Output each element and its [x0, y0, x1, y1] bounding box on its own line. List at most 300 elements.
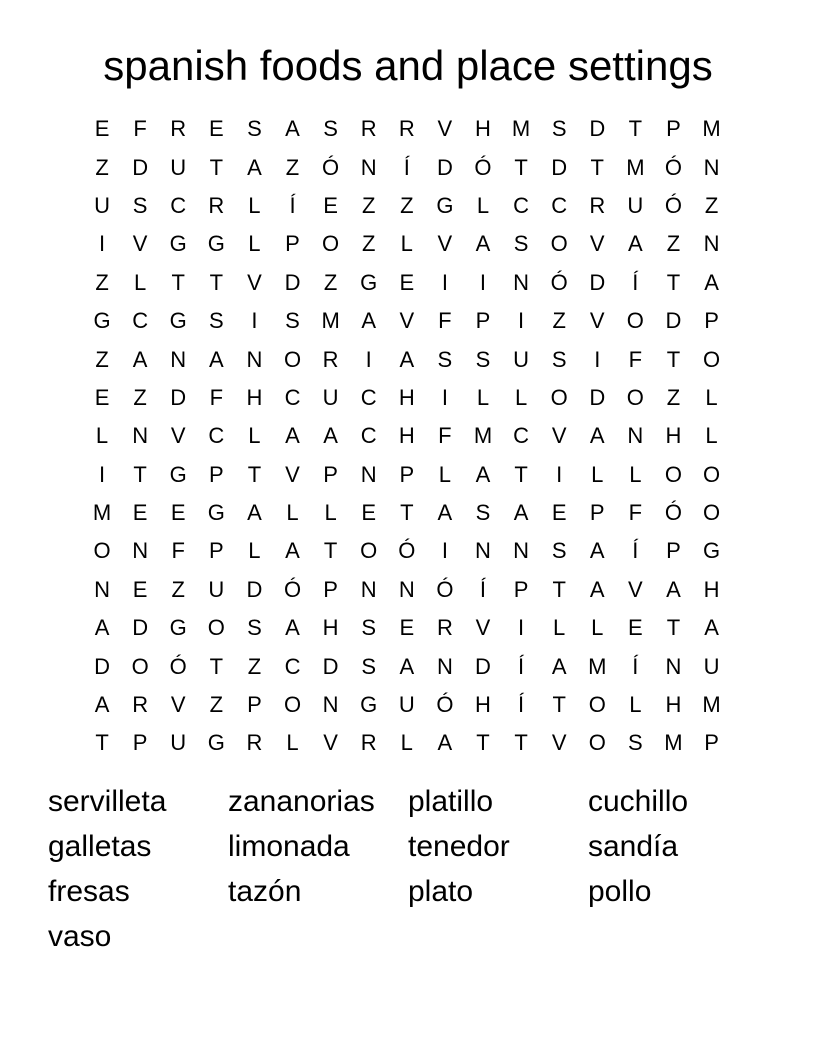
grid-letter: Z	[704, 192, 719, 218]
grid-letter: S	[361, 615, 377, 641]
grid-letter: T	[590, 154, 604, 180]
grid-letter: A	[704, 615, 719, 641]
grid-letter: G	[207, 730, 225, 756]
grid-letter: F	[438, 423, 452, 449]
grid-letter: I	[556, 461, 563, 487]
grid-row	[83, 340, 731, 378]
grid-letter: L	[248, 192, 261, 218]
grid-letter: R	[170, 116, 187, 142]
grid-letter: A	[475, 231, 491, 257]
grid-letter: G	[207, 500, 225, 526]
grid-letter: V	[551, 730, 567, 756]
grid-letter: N	[132, 423, 149, 449]
grid-letter: V	[628, 576, 643, 602]
grid-letter: D	[589, 116, 606, 142]
grid-letter: N	[132, 538, 149, 564]
grid-letter: L	[591, 615, 604, 641]
grid-letter: L	[629, 692, 642, 718]
grid-letter: A	[285, 538, 300, 564]
grid-letter: V	[170, 423, 186, 449]
grid-letter: E	[323, 192, 338, 218]
grid-letter: S	[132, 192, 148, 218]
grid-letter: N	[513, 538, 530, 564]
grid-letter: L	[324, 500, 337, 526]
grid-letter: L	[514, 384, 528, 410]
grid-letter: R	[398, 116, 415, 142]
grid-letter: U	[208, 576, 225, 602]
grid-letter: Z	[361, 231, 376, 257]
grid-letter: M	[92, 500, 112, 526]
grid-letter: A	[628, 231, 643, 257]
grid-letter: T	[666, 269, 681, 295]
grid-letter: G	[169, 308, 187, 334]
grid-letter: Í	[632, 538, 639, 564]
grid-letter: D	[436, 154, 453, 180]
grid-letter: G	[207, 231, 225, 257]
grid-letter: T	[476, 730, 490, 756]
grid-letter: Í	[403, 154, 410, 180]
grid-letter: S	[551, 538, 567, 564]
grid-letter: N	[360, 154, 377, 180]
grid-letter: N	[170, 346, 187, 372]
grid-letter: E	[399, 269, 415, 295]
grid-letter: D	[132, 615, 149, 641]
grid-letter: C	[208, 423, 225, 449]
grid-letter: V	[475, 615, 491, 641]
grid-row	[83, 532, 731, 570]
grid-letter: R	[322, 346, 339, 372]
grid-letter: U	[398, 692, 415, 718]
grid-letter: T	[552, 692, 566, 718]
grid-letter: H	[475, 692, 491, 718]
grid-letter: Ó	[664, 154, 683, 180]
grid-letter: A	[94, 692, 110, 718]
grid-letter: P	[399, 461, 415, 487]
grid-row	[83, 571, 731, 609]
grid-letter: S	[247, 116, 262, 142]
grid-letter: E	[551, 500, 567, 526]
grid-letter: Ó	[664, 500, 683, 526]
grid-letter: A	[399, 346, 415, 372]
grid-letter: Ó	[322, 154, 340, 180]
grid-letter: T	[514, 154, 528, 180]
grid-letter: P	[589, 500, 605, 526]
grid-letter: D	[551, 154, 568, 180]
grid-letter: U	[94, 192, 110, 218]
grid-letter: L	[629, 461, 642, 487]
grid-letter: M	[473, 423, 493, 449]
grid-letter: M	[588, 653, 607, 679]
grid-letter: L	[591, 461, 604, 487]
grid-letter: L	[248, 423, 261, 449]
grid-letter: R	[589, 192, 606, 218]
grid-letter: F	[171, 538, 185, 564]
grid-letter: L	[248, 231, 261, 257]
grid-letter: D	[246, 576, 263, 602]
grid-row	[83, 647, 731, 685]
grid-letter: S	[437, 346, 453, 372]
grid-letter: L	[553, 615, 566, 641]
grid-letter: O	[131, 653, 149, 679]
grid-letter: T	[514, 461, 528, 487]
grid-letter: O	[664, 461, 683, 487]
grid-letter: E	[170, 500, 186, 526]
grid-letter: I	[479, 269, 487, 295]
grid-letter: P	[666, 538, 681, 564]
grid-letter: A	[361, 308, 377, 334]
grid-letter: S	[628, 730, 643, 756]
grid-letter: O	[360, 538, 378, 564]
grid-letter: N	[322, 692, 339, 718]
grid-letter: S	[285, 308, 300, 334]
grid-letter: N	[627, 423, 644, 449]
word-search-grid	[83, 110, 731, 763]
grid-row	[83, 187, 731, 225]
grid-letter: F	[628, 346, 643, 372]
grid-letter: E	[94, 384, 110, 410]
grid-letter: C	[284, 653, 301, 679]
grid-letter: F	[628, 500, 643, 526]
grid-letter: O	[588, 692, 606, 718]
grid-letter: P	[323, 576, 338, 602]
grid-letter: P	[247, 692, 262, 718]
grid-letter: V	[399, 308, 415, 334]
grid-letter: F	[209, 384, 224, 410]
grid-letter: V	[132, 231, 148, 257]
grid-row	[83, 148, 731, 186]
grid-letter: Z	[285, 154, 300, 180]
grid-letter: P	[513, 576, 529, 602]
word-list-item: sandía	[588, 830, 679, 863]
grid-letter: C	[513, 192, 530, 218]
grid-letter: E	[628, 615, 643, 641]
grid-row	[83, 302, 731, 340]
grid-letter: O	[207, 615, 225, 641]
grid-letter: I	[594, 346, 601, 372]
grid-letter: A	[399, 653, 415, 679]
grid-letter: V	[170, 692, 186, 718]
grid-letter: R	[208, 192, 225, 218]
grid-letter: S	[323, 116, 338, 142]
word-list-item: tenedor	[408, 830, 510, 863]
grid-letter: T	[514, 730, 528, 756]
grid-letter: C	[360, 384, 377, 410]
grid-letter: L	[134, 269, 147, 295]
grid-letter: U	[170, 154, 187, 180]
grid-row	[83, 110, 731, 148]
grid-letter: C	[132, 308, 149, 334]
grid-letter: N	[398, 576, 415, 602]
grid-row	[83, 417, 731, 455]
grid-letter: P	[208, 461, 224, 487]
grid-letter: N	[665, 653, 682, 679]
grid-letter: Ó	[436, 692, 454, 718]
grid-letter: A	[208, 346, 224, 372]
grid-letter: L	[95, 423, 109, 449]
grid-letter: M	[702, 692, 721, 718]
grid-letter: N	[475, 538, 491, 564]
grid-letter: I	[518, 308, 525, 334]
grid-letter: M	[511, 116, 531, 142]
grid-letter: I	[98, 461, 106, 487]
word-list-item: limonada	[228, 830, 350, 863]
grid-letter: T	[323, 538, 338, 564]
grid-letter: F	[133, 116, 147, 142]
grid-letter: L	[705, 423, 718, 449]
grid-letter: Í	[479, 576, 487, 602]
grid-letter: Ó	[474, 154, 492, 180]
grid-letter: I	[251, 308, 258, 334]
grid-letter: R	[246, 730, 263, 756]
grid-letter: P	[666, 116, 681, 142]
grid-letter: L	[476, 192, 490, 218]
grid-letter: D	[132, 154, 149, 180]
grid-letter: E	[132, 500, 148, 526]
grid-letter: Í	[518, 653, 525, 679]
grid-letter: V	[437, 116, 453, 142]
grid-letter: H	[665, 423, 682, 449]
word-list-item: pollo	[588, 875, 652, 908]
word-list-item: galletas	[48, 830, 152, 863]
grid-letter: Z	[323, 269, 338, 295]
grid-letter: O	[283, 692, 302, 718]
grid-letter: A	[513, 500, 529, 526]
grid-letter: U	[170, 730, 187, 756]
grid-letter: A	[247, 500, 262, 526]
grid-letter: S	[361, 653, 377, 679]
grid-letter: T	[400, 500, 414, 526]
grid-letter: A	[551, 653, 567, 679]
grid-letter: T	[209, 653, 224, 679]
grid-letter: P	[208, 538, 224, 564]
grid-letter: A	[475, 461, 491, 487]
grid-letter: A	[247, 154, 262, 180]
grid-letter: O	[702, 461, 721, 487]
grid-letter: S	[551, 346, 567, 372]
grid-letter: P	[285, 231, 300, 257]
grid-letter: Z	[133, 384, 147, 410]
grid-letter: A	[589, 423, 605, 449]
grid-letter: P	[704, 308, 719, 334]
grid-letter: T	[666, 346, 681, 372]
word-list-item: fresas	[48, 875, 130, 908]
grid-letter: Í	[632, 269, 639, 295]
grid-row	[83, 724, 731, 762]
grid-letter: A	[437, 500, 453, 526]
grid-letter: O	[93, 538, 111, 564]
grid-letter: R	[132, 692, 149, 718]
grid-letter: N	[513, 269, 530, 295]
grid-letter: I	[441, 269, 448, 295]
grid-letter: L	[476, 384, 490, 410]
grid-letter: T	[133, 461, 147, 487]
grid-row	[83, 225, 731, 263]
grid-letter: P	[132, 730, 148, 756]
grid-letter: U	[322, 384, 339, 410]
grid-letter: D	[170, 384, 187, 410]
grid-letter: T	[171, 269, 185, 295]
grid-letter: E	[208, 116, 224, 142]
grid-letter: D	[475, 653, 491, 679]
word-list-item: plato	[408, 875, 474, 908]
grid-letter: H	[475, 116, 491, 142]
grid-letter: D	[665, 308, 682, 334]
grid-letter: M	[702, 116, 721, 142]
word-list-item: zananorias	[228, 785, 375, 818]
grid-letter: O	[588, 730, 606, 756]
grid-letter: I	[518, 615, 525, 641]
grid-letter: A	[285, 423, 300, 449]
grid-letter: G	[169, 615, 187, 641]
grid-letter: S	[475, 346, 491, 372]
grid-letter: A	[285, 615, 300, 641]
grid-letter: N	[94, 576, 110, 602]
grid-letter: H	[703, 576, 720, 602]
grid-letter: Z	[666, 384, 681, 410]
grid-letter: Z	[171, 576, 185, 602]
grid-letter: R	[360, 730, 377, 756]
grid-letter: V	[551, 423, 567, 449]
grid-letter: Z	[95, 346, 109, 372]
grid-letter: H	[322, 615, 339, 641]
grid-letter: O	[283, 346, 302, 372]
grid-letter: R	[436, 615, 453, 641]
grid-letter: Í	[518, 692, 525, 718]
grid-letter: G	[169, 461, 187, 487]
grid-letter: Z	[666, 231, 681, 257]
grid-letter: L	[705, 384, 718, 410]
grid-letter: D	[589, 384, 606, 410]
grid-letter: A	[437, 730, 453, 756]
grid-letter: N	[436, 653, 453, 679]
grid-letter: S	[247, 615, 262, 641]
grid-letter: E	[94, 116, 110, 142]
grid-letter: P	[704, 730, 719, 756]
grid-letter: H	[398, 384, 415, 410]
grid-letter: T	[666, 615, 681, 641]
grid-letter: U	[627, 192, 644, 218]
grid-letter: V	[589, 231, 605, 257]
grid-row	[83, 379, 731, 417]
grid-letter: S	[475, 500, 491, 526]
grid-letter: I	[365, 346, 372, 372]
word-list	[48, 779, 768, 959]
grid-letter: H	[665, 692, 682, 718]
grid-letter: V	[323, 730, 338, 756]
grid-letter: C	[513, 423, 530, 449]
grid-letter: M	[321, 308, 340, 334]
grid-letter: C	[360, 423, 377, 449]
grid-letter: A	[323, 423, 338, 449]
grid-letter: L	[438, 461, 452, 487]
grid-letter: T	[552, 576, 566, 602]
word-list-item: vaso	[48, 920, 112, 953]
grid-letter: Z	[95, 269, 109, 295]
grid-letter: V	[437, 231, 453, 257]
grid-letter: I	[98, 231, 106, 257]
grid-letter: G	[169, 231, 187, 257]
grid-letter: S	[551, 116, 567, 142]
grid-letter: A	[132, 346, 148, 372]
grid-letter: U	[513, 346, 530, 372]
grid-letter: R	[360, 116, 377, 142]
grid-letter: L	[286, 500, 299, 526]
grid-row	[83, 494, 731, 532]
grid-letter: Ó	[283, 576, 302, 602]
word-list-item: platillo	[408, 785, 494, 818]
grid-letter: P	[475, 308, 491, 334]
grid-letter: S	[513, 231, 529, 257]
grid-letter: O	[626, 384, 644, 410]
grid-letter: S	[208, 308, 224, 334]
grid-letter: M	[664, 730, 683, 756]
grid-letter: A	[704, 269, 719, 295]
grid-letter: D	[589, 269, 606, 295]
grid-letter: Z	[95, 154, 109, 180]
grid-letter: N	[703, 231, 720, 257]
grid-letter: L	[400, 730, 413, 756]
grid-letter: Í	[289, 192, 296, 218]
grid-letter: L	[248, 538, 261, 564]
grid-letter: O	[322, 231, 340, 257]
grid-letter: N	[246, 346, 263, 372]
grid-letter: A	[666, 576, 681, 602]
grid-letter: Z	[400, 192, 414, 218]
grid-letter: Ó	[398, 538, 416, 564]
grid-letter: Ó	[550, 269, 568, 295]
word-list-item: tazón	[228, 875, 302, 908]
grid-letter: L	[400, 231, 413, 257]
grid-letter: Í	[632, 653, 639, 679]
grid-letter: C	[284, 384, 301, 410]
grid-letter: D	[94, 653, 110, 679]
grid-letter: M	[626, 154, 645, 180]
grid-letter: V	[285, 461, 300, 487]
grid-letter: A	[589, 576, 605, 602]
grid-letter: Z	[209, 692, 224, 718]
grid-letter: A	[94, 615, 110, 641]
grid-letter: T	[209, 154, 224, 180]
grid-letter: G	[93, 308, 111, 334]
page-title: spanish foods and place settings	[103, 42, 713, 89]
grid-letter: H	[246, 384, 263, 410]
grid-letter: Ó	[436, 576, 454, 602]
grid-letter: U	[703, 653, 720, 679]
grid-letter: I	[441, 384, 448, 410]
grid-letter: O	[550, 384, 568, 410]
grid-letter: O	[626, 308, 644, 334]
grid-letter: I	[441, 538, 448, 564]
grid-letter: H	[398, 423, 415, 449]
grid-letter: E	[399, 615, 415, 641]
grid-letter: V	[247, 269, 262, 295]
grid-letter: D	[322, 653, 339, 679]
grid-row	[83, 264, 731, 302]
grid-letter: G	[702, 538, 721, 564]
grid-letter: G	[360, 269, 378, 295]
grid-row	[83, 456, 731, 494]
grid-letter: G	[360, 692, 378, 718]
grid-letter: Z	[361, 192, 376, 218]
grid-letter: E	[361, 500, 377, 526]
grid-letter: L	[286, 730, 299, 756]
word-list-item: cuchillo	[588, 785, 689, 818]
grid-letter: C	[170, 192, 187, 218]
grid-letter: P	[323, 461, 338, 487]
grid-letter: N	[360, 461, 377, 487]
grid-letter: D	[284, 269, 301, 295]
grid-letter: A	[589, 538, 605, 564]
